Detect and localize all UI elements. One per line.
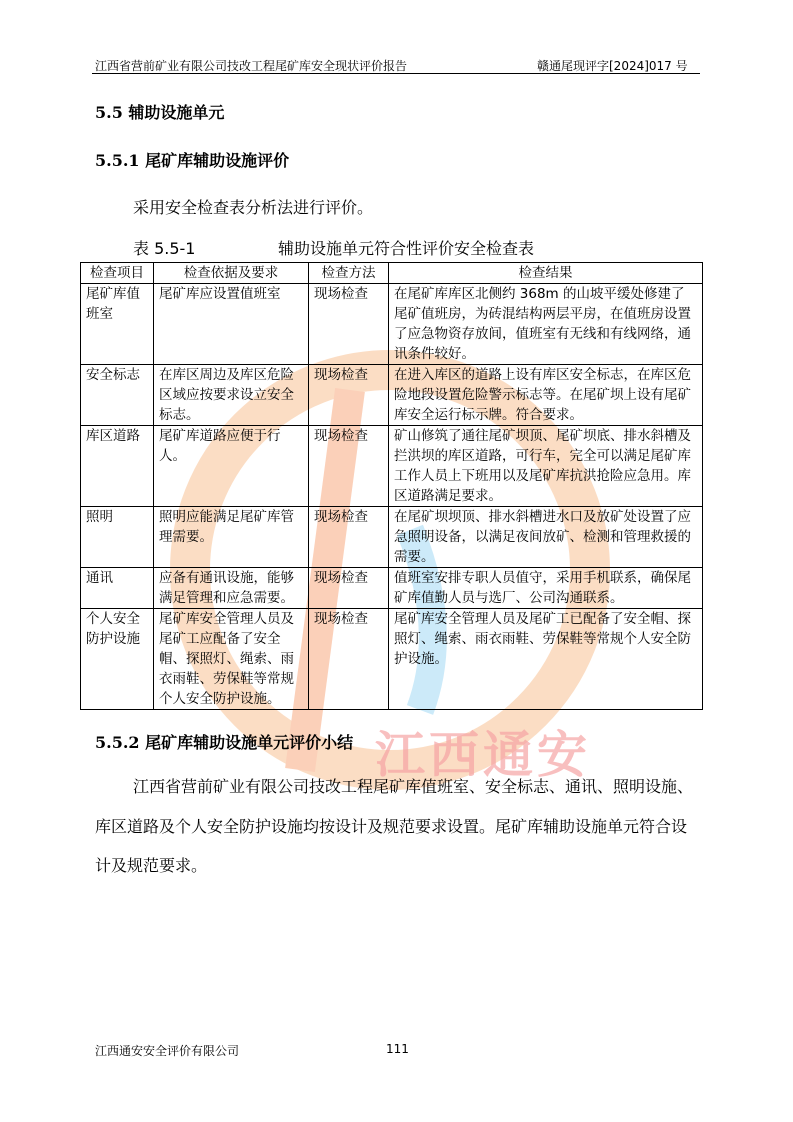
- cell-item: 安全标志: [81, 365, 154, 426]
- cell-item: 库区道路: [81, 426, 154, 507]
- col-header: 检查结果: [389, 263, 703, 284]
- cell-item: 个人安全防护设施: [81, 609, 154, 710]
- cell-item: 照明: [81, 507, 154, 568]
- col-header: 检查依据及要求: [154, 263, 309, 284]
- table-row: [81, 284, 703, 365]
- safety-checklist-table: [80, 262, 703, 710]
- cell-result: 值班室安排专职人员值守，采用手机联系，确保尾矿库值勤人员与选厂、公司沟通联系。: [389, 568, 703, 609]
- table-row: [81, 426, 703, 507]
- cell-requirement: 应备有通讯设施，能够满足管理和应急需要。: [154, 568, 309, 609]
- cell-result: 在尾矿库库区北侧约 368m 的山坡平缓处修建了尾矿值班房，为砖混结构两层平房，在值班房设置了应急物资存放间，值班室有无线和有线网络，通讯条件较好。: [389, 284, 703, 365]
- col-header: 检查方法: [309, 263, 389, 284]
- footer-company: 江西通安安全评价有限公司: [95, 1044, 240, 1058]
- cell-requirement: 尾矿库应设置值班室: [154, 284, 309, 365]
- cell-requirement: 照明应能满足尾矿库管理需要。: [154, 507, 309, 568]
- header-doc-number: 赣通尾现评字[2024]017 号: [537, 59, 688, 73]
- table-row: [81, 568, 703, 609]
- cell-requirement: 尾矿库道路应便于行人。: [154, 426, 309, 507]
- cell-method: 现场检查: [309, 284, 389, 365]
- cell-result: 尾矿库安全管理人员及尾矿工已配备了安全帽、探照灯、绳索、雨衣雨鞋、劳保鞋等常规个人安全防护设施。: [389, 609, 703, 710]
- watermark-text: 江西通安: [375, 726, 591, 784]
- table-row: [81, 609, 703, 710]
- cell-method: 现场检查: [309, 426, 389, 507]
- cell-method: 现场检查: [309, 507, 389, 568]
- cell-item: 尾矿库值班室: [81, 284, 154, 365]
- subsection-heading-1: 5.5.1 尾矿库辅助设施评价: [95, 151, 290, 170]
- table-row: [81, 365, 703, 426]
- col-header: 检查项目: [81, 263, 154, 284]
- cell-result: 在尾矿坝坝顶、排水斜槽进水口及放矿处设置了应急照明设备，以满足夜间放矿、检测和管理救援的需要。: [389, 507, 703, 568]
- subsection-heading-2: 5.5.2 尾矿库辅助设施单元评价小结: [95, 733, 354, 752]
- cell-requirement: 尾矿库安全管理人员及尾矿工应配备了安全帽、探照灯、绳索、雨衣雨鞋、劳保鞋等常规个人安全防护设施。: [154, 609, 309, 710]
- cell-result: 在进入库区的道路上设有库区安全标志，在库区危险地段设置危险警示标志等。在尾矿坝上设有尾矿库安全运行标示牌。符合要求。: [389, 365, 703, 426]
- cell-result: 矿山修筑了通往尾矿坝顶、尾矿坝底、排水斜槽及拦洪坝的库区道路，可行车，完全可以满足尾矿库工作人员上下班用以及尾矿库抗洪抢险应急用。库区道路满足要求。: [389, 426, 703, 507]
- cell-method: 现场检查: [309, 365, 389, 426]
- intro-paragraph: 采用安全检查表分析法进行评价。: [133, 198, 374, 217]
- table-row: [81, 507, 703, 568]
- header-rule: [92, 73, 700, 74]
- page-number: 111: [386, 1042, 409, 1056]
- table-caption-title: 辅助设施单元符合性评价安全检查表: [278, 239, 535, 258]
- cell-method: 现场检查: [309, 568, 389, 609]
- cell-requirement: 在库区周边及库区危险区域应按要求设立安全标志。: [154, 365, 309, 426]
- cell-method: 现场检查: [309, 609, 389, 710]
- cell-item: 通讯: [81, 568, 154, 609]
- summary-paragraph: 江西省营前矿业有限公司技改工程尾矿库值班室、安全标志、通讯、照明设施、库区道路及个人安全防护设施均按设计及规范要求设置。尾矿库辅助设施单元符合设计及规范要求。: [95, 777, 694, 875]
- table-header-row: [81, 263, 703, 284]
- section-heading: 5.5 辅助设施单元: [95, 103, 225, 122]
- table-caption-number: 表 5.5-1: [133, 239, 196, 258]
- header-title: 江西省营前矿业有限公司技改工程尾矿库安全现状评价报告: [95, 59, 408, 73]
